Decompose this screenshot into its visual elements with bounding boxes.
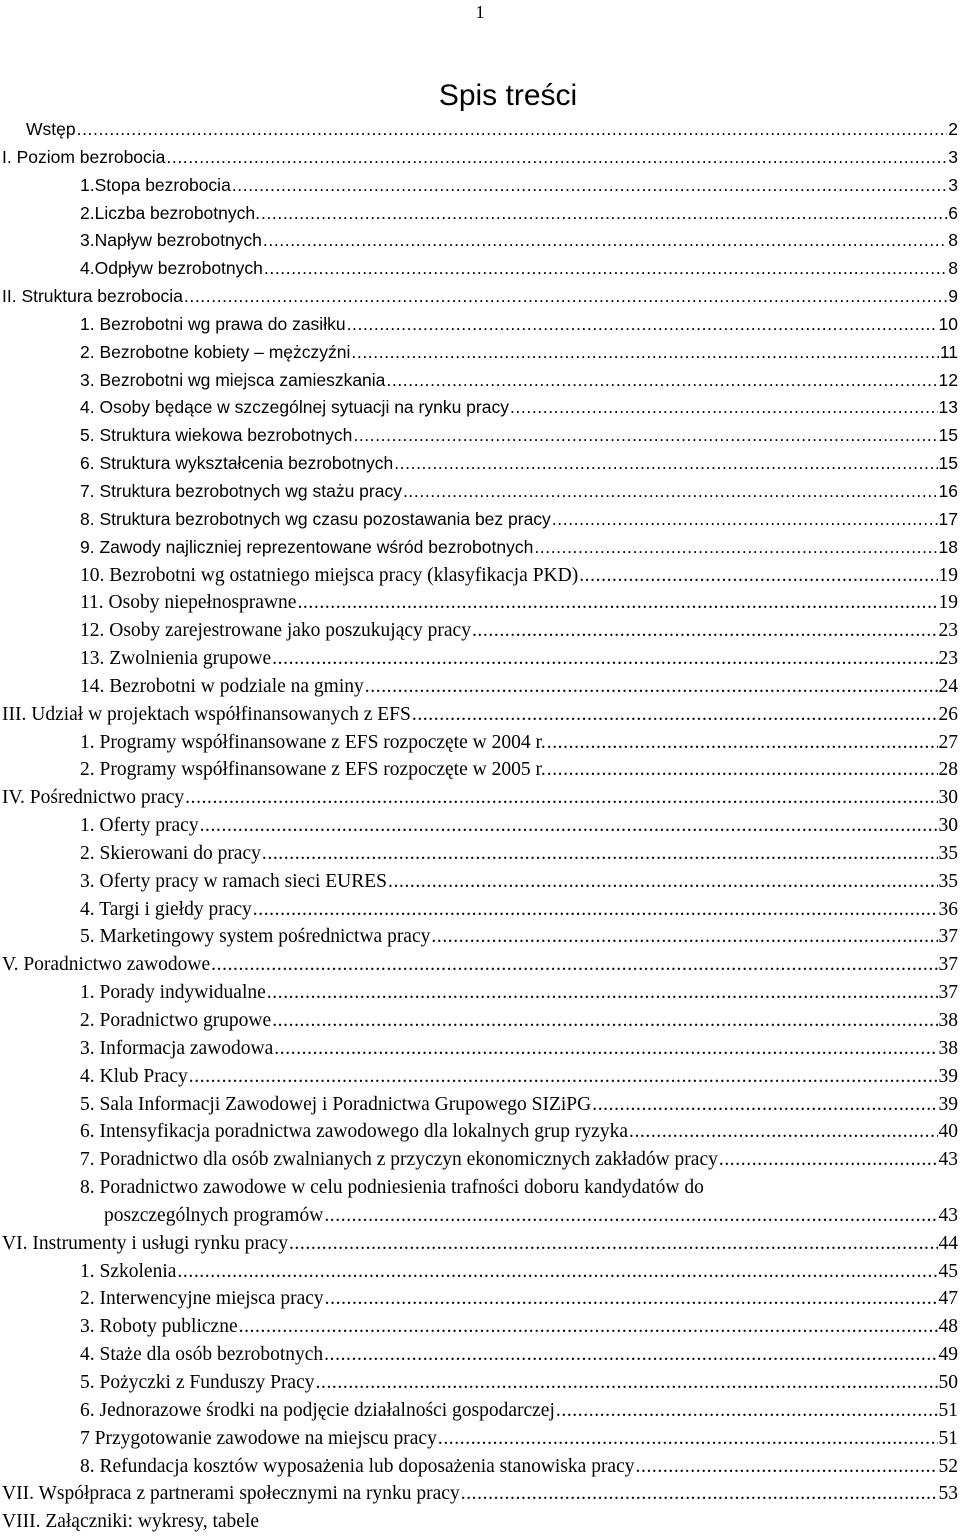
toc-entry[interactable] [0,840,960,868]
toc-entry-label: 3.Napływ bezrobotnych [80,230,262,251]
toc-entry-page: 37 [938,954,958,976]
toc-entry[interactable] [0,1258,960,1286]
dot-leader [324,1202,937,1230]
toc-entry-page: 35 [938,870,958,892]
toc-entry-page: 23 [938,648,958,670]
toc-entry[interactable] [0,255,960,283]
toc-entry-page: 38 [938,1037,958,1059]
toc-entry-label: 6. Intensyfikacja poradnictwa zawodowego dla lokalnych grup ryzyka [80,1121,628,1143]
toc-entry[interactable] [0,227,960,255]
toc-entry[interactable] [0,701,960,729]
toc-entry-page: 47 [938,1288,958,1310]
dot-leader [297,589,937,617]
toc-entry[interactable] [0,645,960,673]
dot-leader [239,1313,938,1341]
page-title: Spis treści [438,79,578,112]
toc-entry-page: 48 [938,1316,958,1338]
toc-entry-label: 2. Poradnictwo grupowe [80,1010,272,1031]
dot-leader [264,255,947,283]
dot-leader [534,534,937,562]
toc-entry-label: 7. Struktura bezrobotnych wg stażu pracy [80,480,402,501]
dot-leader [394,450,937,478]
toc-entry-label: 4. Klub Pracy [80,1065,188,1087]
toc-entry-label: 8. Struktura bezrobotnych wg czasu pozostawania bez pracy [80,508,551,529]
toc-entry-page: 2 [948,119,958,139]
toc-entry-label: 5. Sala Informacji Zawodowej i Poradnictwa Grupowego SIZiPG [80,1093,592,1115]
toc-entry-page: 35 [938,842,958,864]
dot-leader [289,1230,938,1258]
dot-leader [211,951,937,979]
toc-entry-label: Wstęp [26,119,76,139]
toc-entry-label: 2. Interwencyjne miejsca pracy [80,1288,324,1310]
dot-leader [365,673,938,701]
dot-leader [547,729,938,757]
dot-leader [261,200,947,228]
toc-entry-label: 4. Staże dla osób bezrobotnych [80,1344,324,1366]
toc-entry[interactable] [0,1174,960,1230]
toc-entry-label: 2.Liczba bezrobotnych. [80,202,260,223]
page-number: 1 [475,2,485,22]
toc-entry-label: 2. Programy współfinansowane z EFS rozpoczęte w 2005 r. [80,759,546,781]
toc-entry-label: 2. Skierowani do pracy [80,842,261,864]
toc-entry[interactable] [0,617,960,645]
toc-entry-label: 1. Bezrobotni wg prawa do zasiłku [80,313,346,334]
toc-entry[interactable] [0,756,960,784]
toc-entry[interactable] [0,562,960,590]
dot-leader [232,172,947,200]
toc-entry[interactable] [0,339,960,367]
toc-entry[interactable] [0,1453,960,1481]
dot-leader [438,1425,938,1453]
dot-leader [592,1091,937,1119]
dot-leader [274,1035,937,1063]
toc-entry-page: 11 [939,341,958,362]
toc-entry-page: 24 [938,675,958,697]
toc-entry-page: 45 [938,1260,958,1282]
toc-entry-label: 5. Pożyczki z Funduszy Pracy [80,1371,315,1393]
toc-entry-label: V. Poradnictwo zawodowe [2,954,211,976]
toc-entry-label: 3. Bezrobotni wg miejsca zamieszkania [80,369,386,390]
toc-entry-page: 37 [938,982,958,1004]
toc-entry-label-continued: poszczególnych programów [104,1204,324,1226]
dot-leader [386,367,937,395]
toc-entry[interactable] [0,1230,960,1258]
toc-entry-label: 6. Struktura wykształcenia bezrobotnych [80,453,394,474]
toc-entry[interactable] [0,1341,960,1369]
dot-leader [579,562,937,590]
toc-entry-page: 16 [938,480,958,501]
toc-entry-label: 14. Bezrobotni w podziale na gminy [80,675,364,697]
toc-entry-label: 6. Jednorazowe środki na podjęcie działalności gospodarczej [80,1399,555,1421]
toc-entry-page: 19 [938,592,958,614]
dot-leader [166,144,947,172]
toc-entry-page: 43 [938,1204,958,1226]
toc-entry-page: 51 [938,1399,958,1421]
toc-entry[interactable] [0,1146,960,1174]
dot-leader [461,1480,938,1508]
toc-entry[interactable] [0,1091,960,1119]
toc-entry-label: 7. Poradnictwo dla osób zwalnianych z przyczyn ekonomicznych zakładów pracy [80,1149,718,1171]
toc-entry-label: I. Poziom bezrobocia [2,146,166,167]
toc-entry-label: 8. Refundacja kosztów wyposażenia lub doposażenia stanowiska pracy [80,1455,635,1477]
toc-entry[interactable] [0,923,960,951]
toc-entry[interactable] [0,506,960,534]
toc-entry[interactable] [0,1035,960,1063]
toc-entry-page: 17 [938,508,958,529]
dot-leader [556,1397,938,1425]
dot-leader [347,311,938,339]
toc-entry[interactable] [0,144,960,172]
toc-entry[interactable] [0,1480,960,1508]
dot-leader [719,1146,938,1174]
dot-leader [262,840,938,868]
toc-entry-label: 5. Marketingowy system pośrednictwa pracy [80,926,431,948]
toc-entry-page: 15 [938,453,958,474]
toc-entry-label: 1. Porady indywidualne [80,982,266,1004]
dot-leader [403,478,938,506]
dot-leader [200,812,938,840]
toc-entry-page: 19 [938,564,958,586]
dot-leader [272,1007,937,1035]
toc-entry-page: 49 [938,1344,958,1366]
toc-entry[interactable] [0,311,960,339]
dot-leader [253,896,938,924]
toc-entry-label: 9. Zawody najliczniej reprezentowane wśród bezrobotnych [80,536,534,557]
toc-entry-page: 8 [948,258,958,279]
toc-entry-page: 13 [938,397,958,418]
toc-entry[interactable] [0,1007,960,1035]
toc-entry-page: 12 [938,369,958,390]
toc-entry[interactable] [0,283,960,311]
toc-entry[interactable] [0,200,960,228]
toc-entry[interactable] [0,534,960,562]
toc-entry-page: 30 [938,787,958,809]
toc-entry-page: 23 [938,620,958,642]
toc-entry-page: 50 [938,1371,958,1393]
toc-entry[interactable] [0,172,960,200]
dot-leader [431,923,937,951]
dot-leader [388,868,937,896]
table-of-contents [0,116,960,1536]
toc-entry[interactable] [0,1118,960,1146]
toc-entry-label: 7 Przygotowanie zawodowe na miejscu pracy [80,1427,437,1449]
toc-entry[interactable] [0,450,960,478]
toc-entry-label: VI. Instrumenty i usługi rynku pracy [2,1232,288,1254]
toc-entry[interactable] [0,589,960,617]
toc-entry[interactable] [0,422,960,450]
toc-entry-label: 10. Bezrobotni wg ostatniego miejsca pracy (klasyfikacja PKD) [80,564,579,586]
toc-entry-label: 12. Osoby zarejestrowane jako poszukujący pracy [80,620,471,642]
toc-entry-page: 37 [938,926,958,948]
toc-entry[interactable] [0,1508,960,1536]
dot-leader [629,1118,938,1146]
toc-entry-page: 10 [938,313,958,334]
toc-entry-page: 39 [938,1093,958,1115]
toc-entry-page: 27 [938,731,958,753]
toc-entry-label: 1.Stopa bezrobocia [80,174,231,195]
toc-entry-label: 1. Programy współfinansowane z EFS rozpoczęte w 2004 r. [80,731,546,753]
toc-entry[interactable] [0,979,960,1007]
toc-entry-page: 52 [938,1455,958,1477]
toc-entry-page: 3 [948,146,958,167]
toc-entry-page: 30 [938,815,958,837]
toc-entry[interactable] [0,1369,960,1397]
toc-entry-label: 11. Osoby niepełnosprawne [80,592,297,614]
toc-entry-page: 9 [948,286,958,307]
toc-entry[interactable] [0,868,960,896]
toc-entry-page: 39 [938,1065,958,1087]
dot-leader [272,645,937,673]
dot-leader [185,784,937,812]
dot-leader [324,1341,937,1369]
dot-leader [189,1063,938,1091]
toc-entry-page: 8 [948,230,958,251]
dot-leader [547,756,938,784]
toc-entry-label: II. Struktura bezrobocia [2,286,183,307]
toc-entry-label: 8. Poradnictwo zawodowe w celu podniesienia trafności doboru kandydatów do [80,1177,704,1199]
toc-entry[interactable] [0,729,960,757]
toc-entry[interactable] [0,394,960,422]
toc-entry-page: 43 [938,1149,958,1171]
toc-entry-page: 18 [938,536,958,557]
toc-entry-label: 4.Odpływ bezrobotnych [80,258,263,279]
dot-leader [353,422,937,450]
toc-entry-label: VII. Współpraca z partnerami społecznymi na rynku pracy [2,1483,460,1505]
toc-entry[interactable] [0,478,960,506]
toc-entry[interactable] [0,673,960,701]
toc-entry-label: 4. Targi i giełdy pracy [80,898,252,920]
toc-entry[interactable] [0,1425,960,1453]
dot-leader [510,394,938,422]
toc-entry-page: 53 [938,1483,958,1505]
toc-entry[interactable] [0,367,960,395]
dot-leader [267,979,938,1007]
dot-leader [412,701,938,729]
toc-entry-label: 4. Osoby będące w szczególnej sytuacji na rynku pracy [80,397,509,418]
toc-entry[interactable] [0,812,960,840]
toc-entry-page: 15 [938,425,958,446]
dot-leader [316,1369,938,1397]
toc-entry-page: 51 [938,1427,958,1449]
toc-entry-label: 3. Informacja zawodowa [80,1037,274,1059]
toc-entry[interactable] [0,1397,960,1425]
toc-entry-label: 5. Struktura wiekowa bezrobotnych [80,425,353,446]
toc-entry-label: III. Udział w projektach współfinansowanych z EFS [2,703,411,725]
toc-entry-label: 3. Oferty pracy w ramach sieci EURES [80,870,388,892]
toc-entry-page: 3 [948,174,958,195]
dot-leader [177,1258,937,1286]
toc-entry-page: 38 [938,1010,958,1031]
toc-entry[interactable] [0,784,960,812]
toc-entry[interactable] [0,951,960,979]
toc-entry-label: 3. Roboty publiczne [80,1316,238,1338]
toc-entry-label: VIII. Załączniki: wykresy, tabele [2,1511,259,1533]
toc-entry-label: 1. Oferty pracy [80,815,199,837]
toc-entry-page: 26 [938,703,958,725]
dot-leader [263,227,947,255]
toc-entry-page: 28 [938,759,958,781]
toc-entry[interactable] [0,1313,960,1341]
toc-entry-page: 40 [938,1121,958,1143]
dot-leader [184,283,947,311]
toc-entry-label: 13. Zwolnienia grupowe [80,648,272,670]
toc-entry-label: 2. Bezrobotne kobiety – mężczyźni [80,341,351,362]
dot-leader [77,116,948,144]
dot-leader [636,1453,938,1481]
toc-entry-label: 1. Szkolenia [80,1260,177,1282]
toc-entry[interactable] [0,1285,960,1313]
toc-entry-page: 36 [938,898,958,920]
dot-leader [351,339,938,367]
toc-entry-page: 6 [948,202,958,223]
toc-entry-page: 44 [938,1232,958,1254]
toc-entry[interactable] [0,116,960,144]
dot-leader [472,617,938,645]
toc-entry-label: IV. Pośrednictwo pracy [2,787,185,809]
toc-entry[interactable] [0,896,960,924]
dot-leader [325,1285,938,1313]
dot-leader [552,506,938,534]
toc-entry[interactable] [0,1063,960,1091]
